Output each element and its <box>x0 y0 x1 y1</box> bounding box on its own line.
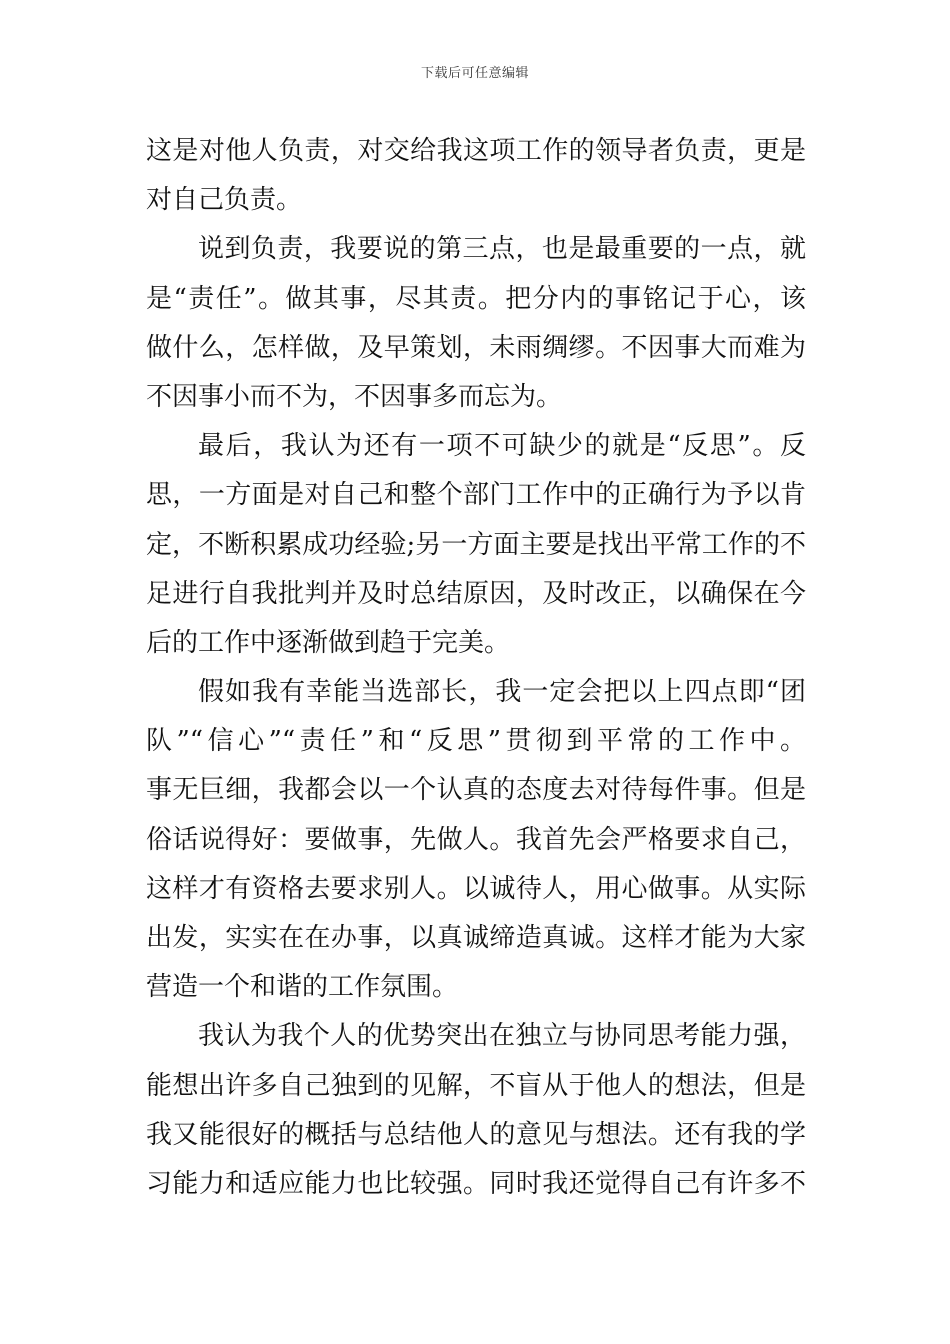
text-line: 我又能很好的概括与总结他人的意见与想法。还有我的学 <box>146 1119 806 1150</box>
text-line: 对自己负责。 <box>146 185 303 216</box>
text-line: 俗话说得好：要做事，先做人。我首先会严格要求自己， <box>146 824 806 855</box>
text-line: 能想出许多自己独到的见解，不盲从于他人的想法，但是 <box>146 1070 806 1101</box>
text-line: 这样才有资格去要求别人。以诚待人，用心做事。从实际 <box>146 873 806 904</box>
text-line: 不因事小而不为，不因事多而忘为。 <box>146 381 563 412</box>
paragraph-first-line: 我认为我个人的优势突出在独立与协同思考能力强， <box>198 1021 806 1052</box>
text-line: 营造一个和谐的工作氛围。 <box>146 972 459 1003</box>
text-line: 这是对他人负责，对交给我这项工作的领导者负责，更是 <box>146 136 806 166</box>
text-line: 是“责任”。做其事，尽其责。把分内的事铭记于心，该 <box>146 283 806 314</box>
text-line: 事无巨细，我都会以一个认真的态度去对待每件事。但是 <box>146 775 806 806</box>
text-line: 思，一方面是对自己和整个部门工作中的正确行为予以肯 <box>146 480 806 511</box>
text-line: 习能力和适应能力也比较强。同时我还觉得自己有许多不 <box>146 1168 806 1199</box>
paragraph-first-line: 说到负责，我要说的第三点，也是最重要的一点，就 <box>198 234 806 265</box>
text-line: 做什么，怎样做，及早策划，未雨绸缪。不因事大而难为 <box>146 332 806 363</box>
text-line: 队”“信心”“责任”和“反思”贯彻到平常的工作中。 <box>146 726 806 757</box>
text-line: 足进行自我批判并及时总结原因，及时改正，以确保在今 <box>146 578 806 609</box>
paragraph-first-line: 假如我有幸能当选部长，我一定会把以上四点即“团 <box>198 677 806 708</box>
page-header: 下载后可任意编辑 <box>420 66 529 81</box>
text-line: 后的工作中逐渐做到趋于完美。 <box>146 627 511 658</box>
paragraph-first-line: 最后，我认为还有一项不可缺少的就是“反思”。反 <box>198 431 806 462</box>
text-line: 定，不断积累成功经验;另一方面主要是找出平常工作的不 <box>146 529 806 560</box>
document-body <box>146 127 806 1209</box>
text-line: 出发，实实在在办事，以真诚缔造真诚。这样才能为大家 <box>146 923 806 953</box>
